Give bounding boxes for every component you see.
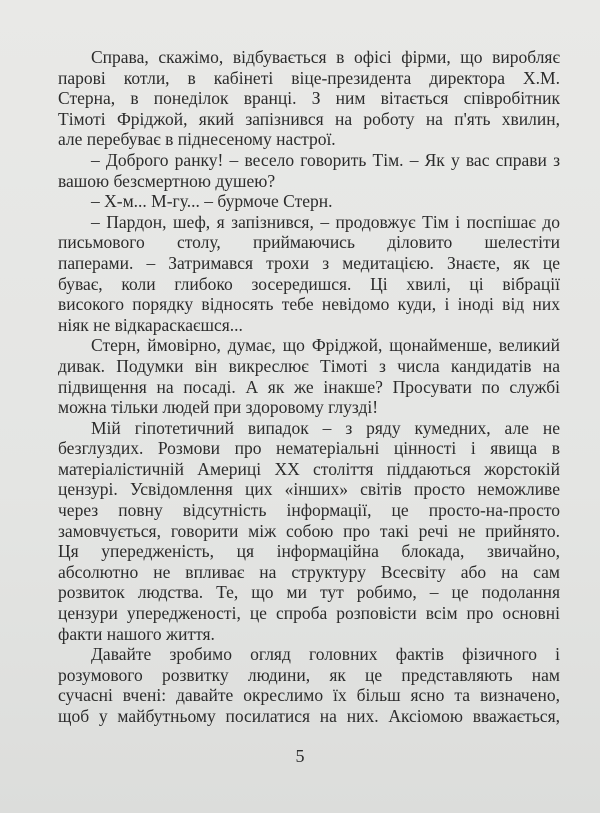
- text-line: можна тільки людей при здоровому глузді!: [58, 397, 379, 418]
- text-line: парові котли, в кабінеті віце-президента директора Х.М.: [58, 67, 560, 88]
- text-line: розвиток людства. Те, що ми тут робимо, – це подолання: [58, 582, 560, 603]
- paragraph: [58, 47, 560, 150]
- text-line: сучасні вчені: давайте окреслимо їх більш ясно та визначено,: [58, 685, 560, 706]
- text-line: розумового розвитку людини, як це представляють нам: [58, 664, 560, 685]
- text-line: вашою безсмертною душею?: [58, 170, 276, 191]
- text-line: – Доброго ранку! – весело говорить Тім. – Як у вас справи з: [91, 149, 560, 170]
- text-line: Тімоті Фріджой, який запізнився на роботу на п'ять хвилин,: [58, 108, 560, 129]
- text-line: підвищення на посаді. А як же інакше? Просувати по службі: [58, 376, 560, 397]
- text-line: буває, коли глибоко зосередишся. Ці хвилі, ці вібрації: [58, 273, 560, 294]
- text-line: факти нашого життя.: [58, 623, 215, 644]
- text-line: цензури упередженості, це спроба розповісти всім про основні: [58, 603, 560, 624]
- text-line: письмового столу, приймаючись діловито шелестіти: [58, 232, 560, 253]
- text-line: – Пардон, шеф, я запізнився, – продовжує Тім і поспішає до: [91, 211, 560, 232]
- paragraph: [58, 335, 560, 417]
- page-number: 5: [295, 746, 305, 766]
- text-line: Справа, скажімо, відбувається в офісі фірми, що виробляє: [91, 47, 560, 67]
- text-line: Стерн, ймовірно, думає, що Фріджой, щонайменше, великий: [91, 335, 560, 356]
- text-line: ніяк не відкараскаєшся...: [58, 314, 243, 335]
- text-line: паперами. – Затримався трохи з медитацією. Знаєте, як це: [58, 252, 560, 273]
- text-line: безглуздих. Розмови про нематеріальні цінності і явища в: [58, 438, 560, 459]
- paragraph: [58, 150, 560, 191]
- text-line: щоб у майбутньому посилатися на них. Аксіомою вважається,: [58, 706, 560, 726]
- page-body-text: [58, 47, 560, 727]
- text-line: дивак. Подумки він викреслює Тімоті з числа кандидатів на: [58, 355, 560, 376]
- text-line: абсолютно не впливає на структуру Всесвіту або на сам: [58, 561, 560, 582]
- text-line: Мій гіпотетичний випадок – з ряду кумедних, але не: [91, 417, 560, 438]
- paragraph: [58, 212, 560, 336]
- text-line: високого порядку відносять тебе невідомо куди, і іноді від них: [58, 294, 560, 315]
- paragraph: [58, 418, 560, 645]
- text-line: Стерна, в понеділок вранці. З ним вітається співробітник: [58, 88, 560, 109]
- text-line: але перебуває в піднесеному настрої.: [58, 129, 336, 150]
- text-line: Давайте зробимо огляд головних фактів фізичного і: [91, 644, 560, 665]
- text-line: матеріалістичній Америці XX століття піддаються жорстокій: [58, 458, 560, 479]
- paragraph: [58, 191, 560, 212]
- text-line: Ця упередженість, ця інформаційна блокада, звичайно,: [58, 541, 560, 562]
- text-line: замовчується, говорити між собою про такі речі не прийнято.: [58, 520, 560, 541]
- text-line: цензурі. Усвідомлення цих «інших» світів просто неможливе: [58, 479, 560, 500]
- paragraph: [58, 644, 560, 726]
- text-line: – Х-м... М-гу... – бурмоче Стерн.: [91, 191, 333, 212]
- text-line: через повну відсутність інформації, це просто-на-просто: [58, 500, 560, 521]
